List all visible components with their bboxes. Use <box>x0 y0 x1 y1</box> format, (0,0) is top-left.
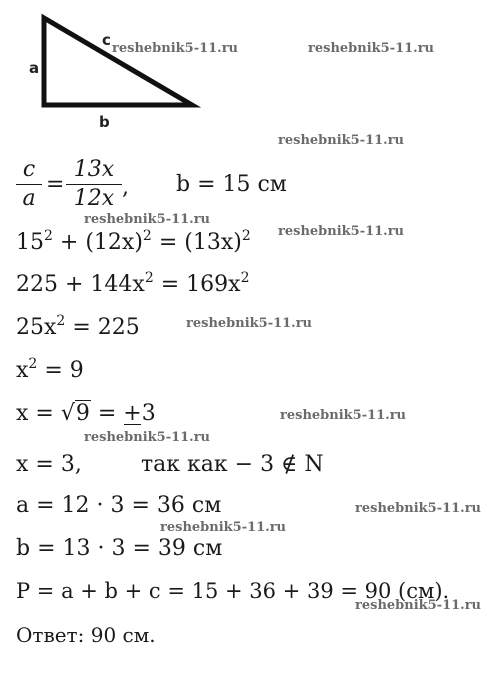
side-c-label: c <box>102 31 111 49</box>
side-a-label: a <box>29 59 40 77</box>
b-value: b = 15 см <box>176 172 287 197</box>
frac2-denominator: 12x <box>73 186 115 211</box>
equals-sign: = <box>46 172 65 197</box>
watermark: reshebnik5-11.ru <box>112 41 239 56</box>
watermark: reshebnik5-11.ru <box>280 408 407 423</box>
x-equals-3: x = 3, <box>16 452 82 477</box>
watermark: reshebnik5-11.ru <box>186 316 313 331</box>
side-b-label: b <box>99 113 110 131</box>
perimeter-calc: P = a + b + c = 15 + 36 + 39 = 90 (см). <box>16 579 450 603</box>
watermark: reshebnik5-11.ru <box>308 41 435 56</box>
equation-pythagoras: $15^2 + (12x)^2 = (13x)^2$ <box>16 228 251 255</box>
frac1-numerator: c <box>22 157 36 182</box>
equation-sqrt: x = √9 = + 3 <box>16 401 156 426</box>
triangle-shape <box>44 18 192 105</box>
equation-simplified: $25x^2 = 225$ <box>16 313 140 340</box>
frac2-numerator: 13x <box>73 157 115 182</box>
side-b-calc: b = 13 · 3 = 39 см <box>16 536 223 561</box>
watermark: reshebnik5-11.ru <box>84 212 211 227</box>
fraction-13x-over-12x <box>66 158 122 211</box>
watermark: reshebnik5-11.ru <box>278 133 405 148</box>
equation-x-squared: $x^2 = 9$ <box>16 356 84 383</box>
side-a-calc: a = 12 · 3 = 36 см <box>16 493 222 518</box>
watermark: reshebnik5-11.ru <box>84 430 211 445</box>
equation-expanded: $225 + 144x^2 = 169x^2$ <box>16 270 250 297</box>
watermark: reshebnik5-11.ru <box>355 598 482 613</box>
answer: Ответ: 90 см. <box>16 623 156 647</box>
reason-not-natural: так как − 3 ∉ N <box>141 452 324 477</box>
watermark: reshebnik5-11.ru <box>278 224 405 239</box>
fraction-c-over-a <box>16 158 42 211</box>
watermark: reshebnik5-11.ru <box>355 501 482 516</box>
comma: , <box>122 175 129 200</box>
frac1-denominator: a <box>22 186 36 211</box>
watermark: reshebnik5-11.ru <box>160 520 287 535</box>
